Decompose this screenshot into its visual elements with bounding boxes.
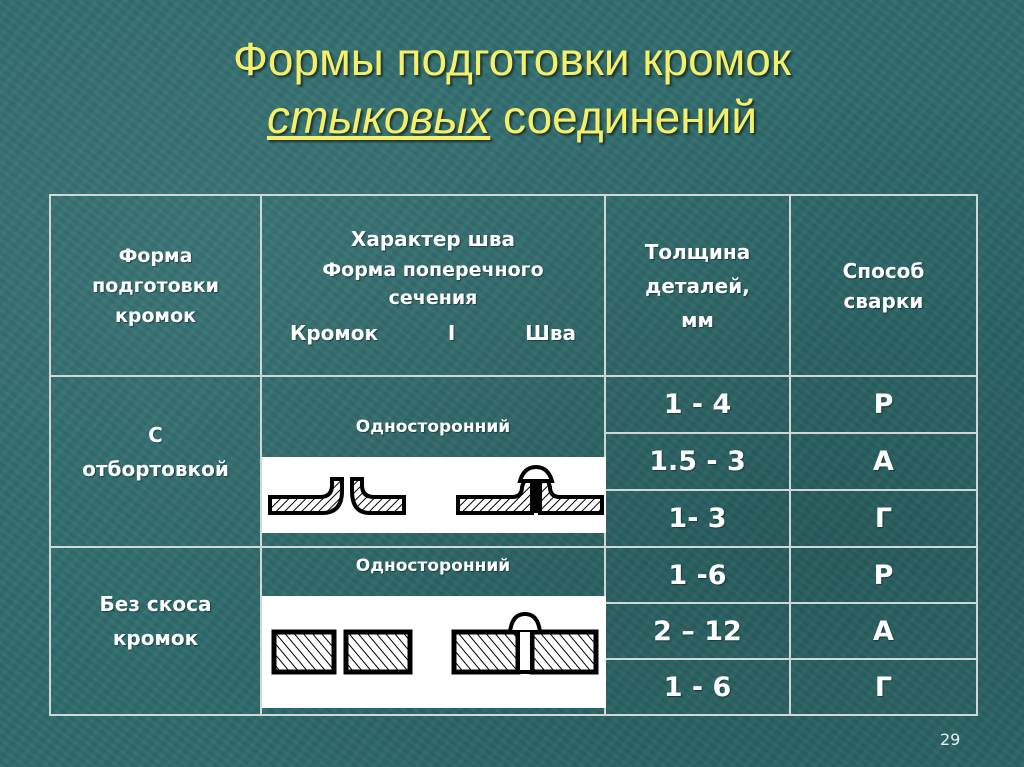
group-label-flanged: С отбортовкой <box>50 376 261 547</box>
table-row <box>50 376 977 433</box>
seam-type-label: Односторонний <box>355 417 511 437</box>
thickness-cell: 1.5 - 3 <box>605 433 790 490</box>
header-separator: I <box>447 320 456 345</box>
method-cell: А <box>790 433 977 490</box>
edge-preparation-table <box>49 194 978 716</box>
method-cell: Р <box>790 547 977 603</box>
header-seam <box>261 195 605 376</box>
header-seam-split <box>262 316 604 350</box>
thickness-cell: 1- 3 <box>605 490 790 547</box>
method-cell: Р <box>790 376 977 433</box>
method-cell: Г <box>790 659 977 715</box>
thickness-cell: 1 - 6 <box>605 659 790 715</box>
seam-type-label: Односторонний <box>355 556 511 576</box>
table-row <box>50 547 977 603</box>
flanged-joint-drawing <box>262 457 606 533</box>
header-thickness: Толщина деталей, мм <box>605 195 790 376</box>
header-edge-form: Форма подготовки кромок <box>50 195 261 376</box>
header-method: Способ сварки <box>790 195 977 376</box>
header-shva: Шва <box>525 320 576 345</box>
header-seam-title: Характер шва <box>350 226 516 251</box>
method-cell: Г <box>790 490 977 547</box>
thickness-cell: 2 – 12 <box>605 603 790 659</box>
square-butt-joint-drawing <box>262 596 606 708</box>
title-line-2 <box>0 88 1024 146</box>
header-kromok: Кромок <box>290 320 379 345</box>
header-row <box>50 195 977 376</box>
thickness-cell: 1 - 4 <box>605 376 790 433</box>
drawing-cell-no-bevel <box>261 547 605 715</box>
drawing-cell-flanged <box>261 376 605 547</box>
slide-title <box>0 30 1024 146</box>
group-label-no-bevel: Без скоса кромок <box>50 547 261 715</box>
title-rest: соединений <box>490 91 758 143</box>
header-seam-subtitle: Форма поперечного сечения <box>322 258 544 309</box>
title-line-1: Формы подготовки кромок <box>232 33 792 85</box>
method-cell: А <box>790 603 977 659</box>
title-underlined-word: стыковых <box>266 91 491 143</box>
page-number: 29 <box>940 730 961 749</box>
thickness-cell: 1 -6 <box>605 547 790 603</box>
